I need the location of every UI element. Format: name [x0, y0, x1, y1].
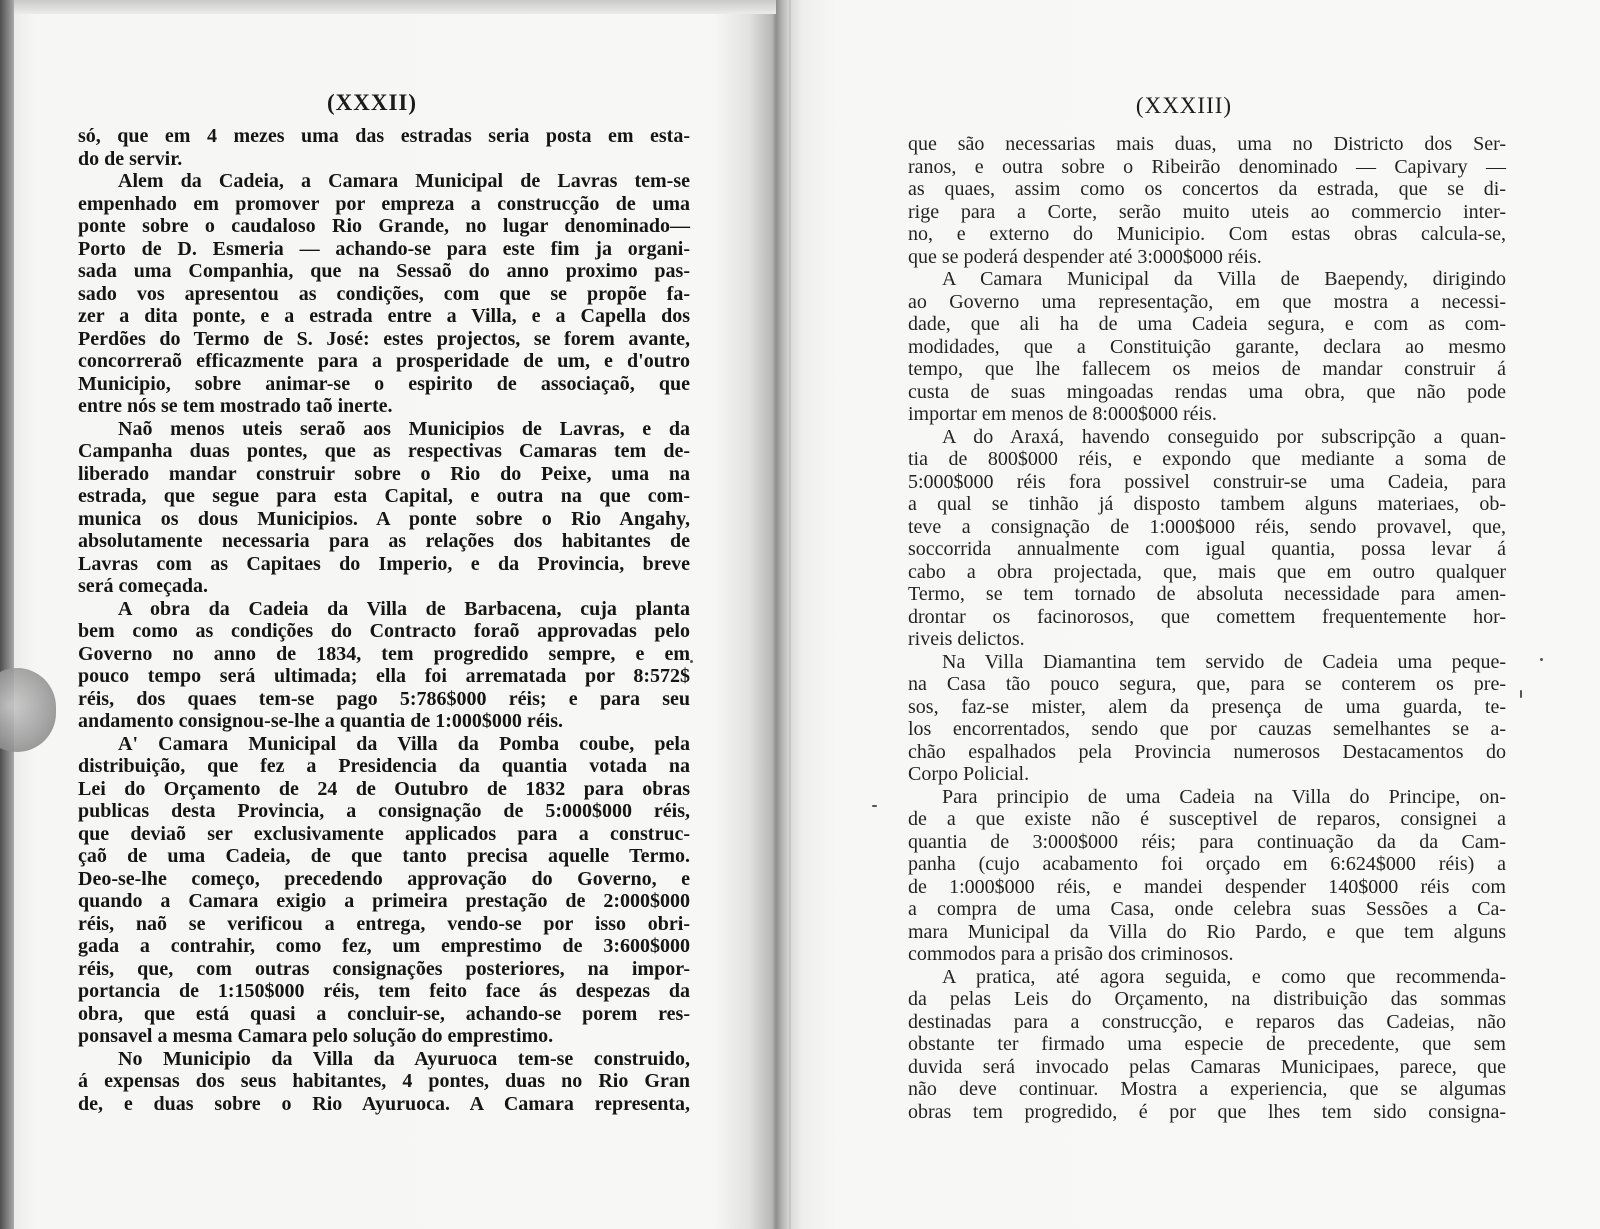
- text-line: réis, dos quaes tem-se pago 5:786$000 réis; e para seu: [78, 687, 690, 710]
- text-line: Porto de D. Esmeria — achando-se para este fim ja organi-: [78, 237, 690, 260]
- text-line: liberado mandar construir sobre o Rio do Peixe, uma na: [78, 462, 690, 485]
- text-line: sos, faz-se mister, alem da presença de uma guarda, te-: [908, 695, 1506, 718]
- text-line: dade, que ali ha de uma Cadeia segura, e com as com-: [908, 313, 1506, 335]
- text-line: Naõ menos uteis seraõ aos Municipios de Lavras, e da: [118, 417, 690, 440]
- text-line: da pelas Leis do Orçamento, na distribuição das sommas: [908, 988, 1506, 1010]
- ink-speck: [1540, 658, 1543, 661]
- text-line: andamento consignou-se-lhe a quantia de 1:000$000 réis.: [78, 710, 564, 732]
- text-line: çaõ de uma Cadeia, de que tanto precisa aquelle Termo.: [78, 845, 690, 867]
- text-line: A Camara Municipal da Villa de Baependy, dirigindo: [942, 268, 1506, 290]
- text-line: bem como as condições do Contracto foraõ approvadas pelo: [78, 620, 690, 642]
- text-line: á expensas dos seus habitantes, 4 pontes, duas no Rio Gran: [78, 1070, 690, 1092]
- text-line: cabo a obra projectada, que, mais que em outro qualquer: [908, 560, 1506, 583]
- text-line: drontar os facinorosos, que comettem frequentemente hor-: [908, 605, 1506, 628]
- text-line: será começada.: [78, 575, 208, 597]
- text-line: Deo-se-lhe começo, precedendo approvação do Governo, e: [78, 867, 690, 890]
- text-line: los encorrentados, sendo que por cauzas semelhantes se a-: [908, 718, 1506, 740]
- text-line: importar em menos de 8:000$000 réis.: [908, 403, 1217, 425]
- text-line: destinadas para a construcção, e reparos das Cadeias, não: [908, 1010, 1506, 1033]
- text-line: quantia de 3:000$000 réis; para continuação da da Cam-: [908, 830, 1506, 853]
- text-line: obra, que está quasi a concluir-se, achando-se porem res-: [78, 1002, 690, 1025]
- text-line: pouco tempo será ultimada; ella foi arrematada por 8:572$: [78, 665, 690, 687]
- text-line: de 1:000$000 réis, e mandei despender 140$000 réis com: [908, 875, 1506, 898]
- text-line: Campanha duas pontes, que as respectivas Camaras tem de-: [78, 440, 690, 462]
- text-line: ao Governo uma representação, em que mostra a necessi-: [908, 290, 1506, 313]
- text-line: sada uma Companhia, que na Sessaõ do anno proximo pas-: [78, 260, 690, 282]
- text-line: entre nós se tem mostrado taõ inerte.: [78, 395, 393, 417]
- text-line: soccorrida annualmente com igual quantia, possa levar á: [908, 538, 1506, 560]
- text-line: Alem da Cadeia, a Camara Municipal de Lavras tem-se: [118, 170, 690, 192]
- text-line: não deve continuar. Mostra a experiencia, que se algumas: [908, 1078, 1506, 1100]
- text-line: A obra da Cadeia da Villa de Barbacena, cuja planta: [118, 597, 690, 620]
- text-line: que se poderá despender até 3:000$000 réis.: [908, 245, 1262, 268]
- text-line: munica os dous Municipios. A ponte sobre o Rio Angahy,: [78, 507, 690, 530]
- ink-speck: [872, 805, 877, 807]
- text-line: Perdões do Termo de S. José: estes projectos, se forem avante,: [78, 327, 690, 350]
- text-line: A' Camara Municipal da Villa da Pomba coube, pela: [118, 732, 690, 755]
- text-line: custa de suas mingoadas rendas uma obra, que não pode: [908, 380, 1506, 403]
- text-line: absolutamente necessaria para as relações dos habitantes de: [78, 530, 690, 552]
- text-line: A pratica, até agora seguida, e como que recommenda-: [942, 965, 1506, 988]
- text-line: zer a dita ponte, e a estrada entre a Villa, e a Capella dos: [78, 305, 690, 327]
- text-line: gada a contrahir, como fez, um emprestimo de 3:600$000: [78, 935, 690, 957]
- text-line: tia de 800$000 réis, e expondo que mediante a soma de: [908, 448, 1506, 470]
- text-line: que são necessarias mais duas, uma no Districto dos Ser-: [908, 133, 1506, 155]
- text-line: a qual se tinhão já disposto tambem alguns materiaes, ob-: [908, 493, 1506, 515]
- text-line: Na Villa Diamantina tem servido de Cadeia uma peque-: [942, 650, 1506, 673]
- text-line: Lei do Orçamento de 24 de Outubro de 1832 para obras: [78, 777, 690, 800]
- text-line: A do Araxá, havendo conseguido por subscripção a quan-: [942, 425, 1506, 448]
- text-line: Governo no anno de 1834, tem progredido sempre, e em: [78, 642, 690, 665]
- text-line: ponsavel a mesma Camara pelo solução do emprestimo.: [78, 1025, 554, 1047]
- text-line: obstante ter firmado uma especie de precedente, que sem: [908, 1033, 1506, 1055]
- ink-speck: [690, 660, 693, 663]
- text-line: que deviaõ ser exclusivamente applicados para a construc-: [78, 822, 690, 845]
- text-line: distribuição, que fez a Presidencia da quantia votada na: [78, 755, 690, 777]
- text-line: riveis delictos.: [908, 628, 1025, 650]
- page-number-left: (XXXII): [326, 90, 418, 115]
- ink-speck: [1520, 690, 1522, 698]
- text-line: as quaes, assim como os concertos da estrada, que se di-: [908, 178, 1506, 200]
- text-line: réis, naõ se verificou a entrega, vendo-se por isso obri-: [78, 912, 690, 935]
- text-line: modidades, que a Constituição garante, declara ao mesmo: [908, 335, 1506, 358]
- text-line: a compra de uma Casa, onde celebra suas Sessões a Ca-: [908, 898, 1506, 920]
- text-line: empenhado em promover por empreza a construcção de uma: [78, 192, 690, 215]
- gutter-line: [789, 0, 791, 1229]
- text-line: rige para a Corte, serão muito uteis ao commercio inter-: [908, 200, 1506, 223]
- text-line: réis, que, com outras consignações posteriores, na impor-: [78, 957, 690, 980]
- text-line: publicas desta Provincia, a consignação de 5:000$000 réis,: [78, 800, 690, 822]
- text-line: Lavras com as Capitaes do Imperio, e da Provincia, breve: [78, 552, 690, 575]
- text-line: 5:000$000 réis fora possivel construir-se uma Cadeia, para: [908, 470, 1506, 493]
- text-line: Municipio, sobre animar-se o espirito de associaçaõ, que: [78, 372, 690, 395]
- left-page-top-shadow: [14, 0, 776, 14]
- text-line: ponte sobre o caudaloso Rio Grande, no lugar denominado—: [78, 215, 690, 237]
- text-line: mara Municipal da Villa do Rio Pardo, e que tem alguns: [908, 920, 1506, 943]
- text-line: obras tem progredido, é por que lhes tem sido consigna-: [908, 1100, 1506, 1123]
- text-line: teve a consignação de 1:000$000 réis, sendo provavel, que,: [908, 515, 1506, 538]
- text-line: Corpo Policial.: [908, 763, 1030, 785]
- text-line: estrada, que segue para esta Capital, e outra na que com-: [78, 485, 690, 507]
- page-number-right: (XXXIII): [1135, 93, 1233, 118]
- text-line: panha (cujo acabamento foi orçado em 6:624$000 réis) a: [908, 853, 1506, 875]
- text-line: tempo, que lhe fallecem os meios de mandar construir á: [908, 358, 1506, 380]
- text-line: só, que em 4 mezes uma das estradas seria posta em esta-: [78, 125, 690, 147]
- text-line: sado vos apresentou as condições, com que se propõe fa-: [78, 282, 690, 305]
- text-line: de, e duas sobre o Rio Ayuruoca. A Camara representa,: [78, 1092, 690, 1115]
- text-line: na Casa tão pouco segura, que, para se conterem os pre-: [908, 673, 1506, 695]
- text-line: do de servir.: [78, 147, 183, 170]
- text-line: de a que existe não é susceptivel de reparos, consignei a: [908, 808, 1506, 830]
- text-line: chão espalhados pela Provincia numerosos Destacamentos do: [908, 740, 1506, 763]
- text-line: commodos para a prisão dos criminosos.: [908, 943, 1234, 965]
- text-line: concorreraõ efficazmente para a prosperidade de um, e d'outro: [78, 350, 690, 372]
- text-line: quando a Camara exigio a primeira prestação de 2:000$000: [78, 890, 690, 912]
- text-line: Para principio de uma Cadeia na Villa do Principe, on-: [942, 785, 1506, 808]
- text-line: Termo, se tem tornado de absoluta necessidade para amen-: [908, 583, 1506, 605]
- text-line: No Municipio da Villa da Ayuruoca tem-se construido,: [118, 1047, 690, 1070]
- text-line: no, e externo do Municipio. Com estas obras calcula-se,: [908, 223, 1506, 245]
- text-line: ranos, e outra sobre o Ribeirão denominado — Capivary —: [908, 155, 1506, 178]
- text-line: portancia de 1:150$000 réis, tem feito face ás despezas da: [78, 980, 690, 1002]
- text-line: duvida será invocado pelas Camaras Municipaes, parece, que: [908, 1055, 1506, 1078]
